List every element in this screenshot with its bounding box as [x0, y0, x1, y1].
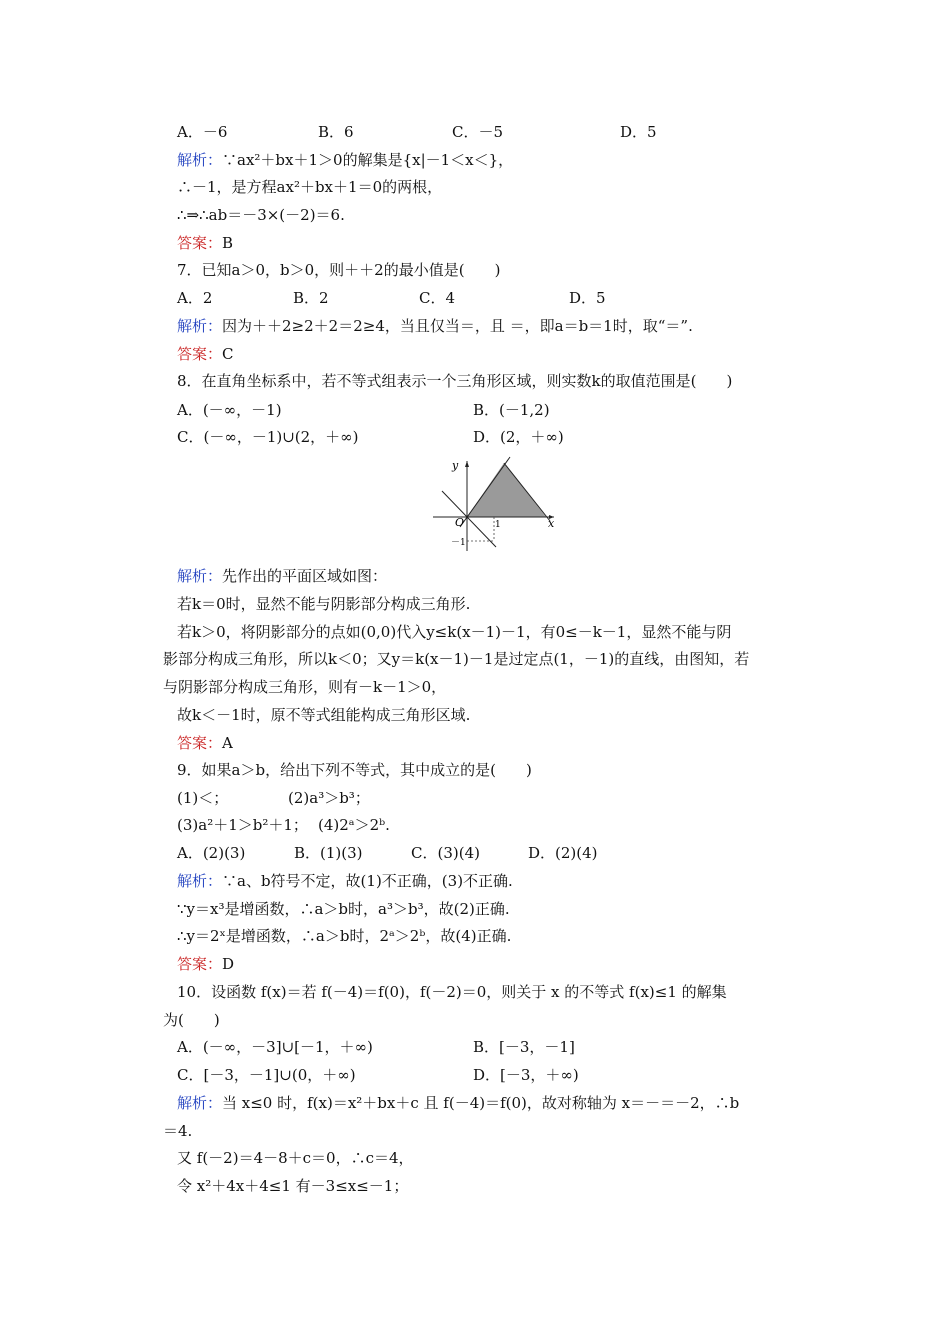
q10-stem-cont: 为( ): [163, 1011, 220, 1029]
solution-label: 解析：: [177, 317, 223, 335]
q8-region-figure: [430, 455, 560, 555]
q8-option-c: C．(－∞，－1)∪(2，＋∞): [177, 428, 359, 446]
q6-answer-value: B: [222, 234, 234, 252]
q10-option-b: B．[－3，－1]: [473, 1038, 575, 1056]
q9-solution-line-3: ∴y＝2ˣ是增函数，∴a＞b时，2ᵃ＞2ᵇ，故(4)正确.: [177, 927, 512, 945]
q10-option-d: D．[－3，＋∞): [473, 1066, 579, 1084]
q10-solution-line-3: 又 f(－2)＝4－8＋c＝0，∴c＝4，: [177, 1149, 414, 1167]
q9-item-2: (2)a³＞b³；: [288, 789, 370, 807]
solution-label: 解析：: [177, 872, 223, 890]
q10-solution: [177, 1093, 739, 1113]
q9-solution-line-2: ∵y＝x³是增函数，∴a＞b时，a³＞b³，故(2)正确.: [177, 900, 510, 918]
shaded-triangle: [467, 463, 546, 517]
q8-solution-line-6: 故k＜－1时，原不等式组能构成三角形区域.: [177, 706, 471, 724]
answer-label: 答案：: [177, 234, 223, 252]
q10-option-a: A．(－∞，－3]∪[－1，＋∞): [177, 1038, 373, 1056]
q6-option-d: D．5: [620, 123, 657, 141]
q6-option-c: C．－5: [452, 123, 504, 141]
q9-answer: [177, 954, 234, 974]
q6-solution-line-3: ∴⇒∴ab＝－3×(－2)＝6.: [177, 206, 345, 224]
q9-stem: 9．如果a＞b，给出下列不等式，其中成立的是( ): [177, 761, 532, 779]
q8-solution-line-3: 若k＞0，将阴影部分的点如(0,0)代入y≤k(x－1)－1，有0≤－k－1，显然不能与阴: [177, 623, 732, 641]
q8-option-d: D．(2，＋∞): [473, 428, 564, 446]
q8-answer: [177, 733, 233, 753]
q8-stem: 8．在直角坐标系中，若不等式组表示一个三角形区域，则实数k的取值范围是( ): [177, 372, 733, 390]
solution-label: 解析：: [177, 567, 223, 585]
q7-option-a: A．2: [177, 289, 213, 307]
q9-option-b: B．(1)(3): [294, 844, 363, 862]
q7-solution: [177, 316, 693, 336]
q9-item-4: (4)2ᵃ＞2ᵇ.: [318, 816, 390, 834]
q7-answer: [177, 344, 234, 364]
tick-label-neg-one: －1: [451, 538, 466, 548]
solution-label: 解析：: [177, 1094, 223, 1112]
answer-label: 答案：: [177, 345, 223, 363]
q7-option-b: B．2: [293, 289, 329, 307]
q6-option-a: A．－6: [177, 123, 228, 141]
q9-solution: [177, 871, 513, 891]
solution-label: 解析：: [177, 151, 223, 169]
q9-item-3: (3)a²＋1＞b²＋1；: [177, 816, 308, 834]
q6-solution-line: [177, 150, 513, 170]
q9-item-1: (1)＜；: [177, 789, 229, 807]
y-axis-arrow: [465, 461, 469, 467]
q8-solution-text: 先作出的平面区域如图：: [222, 567, 388, 585]
q8-answer-value: A: [222, 734, 233, 752]
q10-solution-line-2: ＝4.: [163, 1122, 193, 1140]
q10-option-c: C．[－3，－1]∪(0，＋∞): [177, 1066, 356, 1084]
q10-solution-text: 当 x≤0 时，f(x)＝x²＋bx＋c 且 f(－4)＝f(0)，故对称轴为 x＝－＝－2，∴b: [222, 1094, 740, 1112]
q9-option-c: C．(3)(4): [411, 844, 480, 862]
q7-answer-value: C: [222, 345, 234, 363]
q8-option-b: B．(－1,2): [473, 401, 550, 419]
q6-option-b: B．6: [318, 123, 354, 141]
q8-option-a: A．(－∞，－1): [177, 401, 282, 419]
q7-solution-text: 因为＋＋2≥2＋2＝2≥4，当且仅当＝，且 ＝，即a＝b＝1时，取“＝”.: [222, 317, 693, 335]
answer-label: 答案：: [177, 955, 223, 973]
q9-solution-text: ∵a、b符号不定，故(1)不正确，(3)不正确.: [222, 872, 513, 890]
q9-option-d: D．(2)(4): [528, 844, 598, 862]
q10-solution-line-4: 令 x²＋4x＋4≤1 有－3≤x≤－1；: [177, 1177, 409, 1195]
q6-solution-text: ∵ax²＋bx＋1＞0的解集是{x|－1＜x＜}，: [222, 151, 514, 169]
answer-label: 答案：: [177, 734, 223, 752]
q10-stem: 10．设函数 f(x)＝若 f(－4)＝f(0)，f(－2)＝0，则关于 x 的不等式 f(x)≤1 的解集: [177, 983, 727, 1001]
tick-label-one: 1: [495, 520, 501, 530]
q6-answer: [177, 233, 233, 253]
q8-solution-line-2: 若k＝0时，显然不能与阴影部分构成三角形.: [177, 595, 471, 613]
q6-solution-line-2: ∴－1，是方程ax²＋bx＋1＝0的两根，: [177, 178, 443, 196]
q9-option-a: A．(2)(3): [177, 844, 246, 862]
q7-option-c: C．4: [419, 289, 456, 307]
q9-answer-value: D: [222, 955, 235, 973]
origin-label: O: [455, 516, 465, 529]
y-label: y: [452, 459, 459, 472]
x-label: x: [548, 517, 555, 530]
q8-solution-line-4: 影部分构成三角形，所以k＜0；又y＝k(x－1)－1是过定点(1，－1)的直线，由图知，若: [163, 650, 750, 668]
q7-stem: 7．已知a＞0，b＞0，则＋＋2的最小值是( ): [177, 261, 501, 279]
q7-option-d: D．5: [569, 289, 606, 307]
q8-solution-line-5: 与阴影部分构成三角形，则有－k－1＞0，: [163, 678, 447, 696]
q8-solution: [177, 566, 387, 586]
